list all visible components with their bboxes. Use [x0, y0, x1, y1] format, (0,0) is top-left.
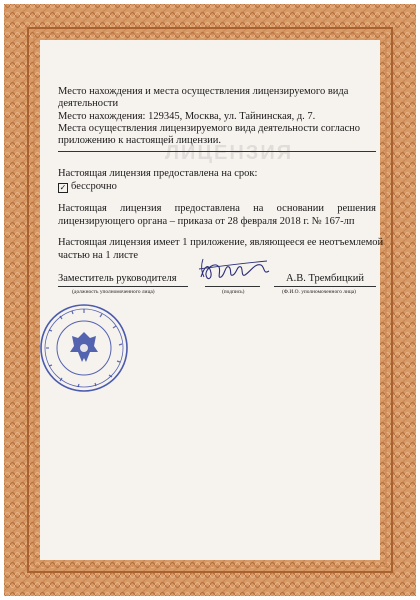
checkbox-checked-icon: ✓ [59, 183, 67, 192]
location-line-1: Место нахождения и места осуществления лицензируемого вида [58, 86, 349, 97]
appendix-line-1: Настоящая лицензия имеет 1 приложение, являющееся ее неотъемлемой [58, 237, 384, 248]
signatory-position: Заместитель руководителя [58, 273, 177, 284]
basis-text-1: Настоящая лицензия предоставлена на основании решения [58, 203, 376, 214]
position-underline [58, 286, 188, 287]
watermark: ЛИЦЕНЗИЯ [165, 142, 294, 164]
term-heading: Настоящая лицензия предоставлена на срок: [58, 168, 258, 179]
basis-line-2: лицензирующего органа – приказа от 28 февраля 2018 г. № 167-лп [58, 216, 355, 227]
location-line-2: деятельности [58, 98, 119, 109]
caption-name: (Ф.И.О. уполномоченного лица) [282, 289, 356, 295]
appendix-line-2: частью на 1 листе [58, 250, 138, 261]
term-option-label: бессрочно [71, 181, 117, 192]
name-underline [274, 286, 376, 287]
location-line-3: Место нахождения: 129345, Москва, ул. Тайнинская, д. 7. [58, 111, 316, 122]
handwritten-signature [195, 255, 275, 287]
basis-line-1 [58, 203, 376, 216]
signatory-name: А.В. Трембицкий [286, 273, 364, 284]
caption-position: (должность уполномоченного лица) [72, 289, 155, 295]
divider [58, 151, 376, 152]
term-option [58, 181, 117, 194]
official-seal [38, 302, 130, 394]
caption-signature: (подпись) [222, 289, 245, 295]
location-line-4: Места осуществления лицензируемого вида деятельности согласно [58, 123, 361, 134]
location-line-5: приложению к настоящей лицензии. [58, 135, 221, 146]
